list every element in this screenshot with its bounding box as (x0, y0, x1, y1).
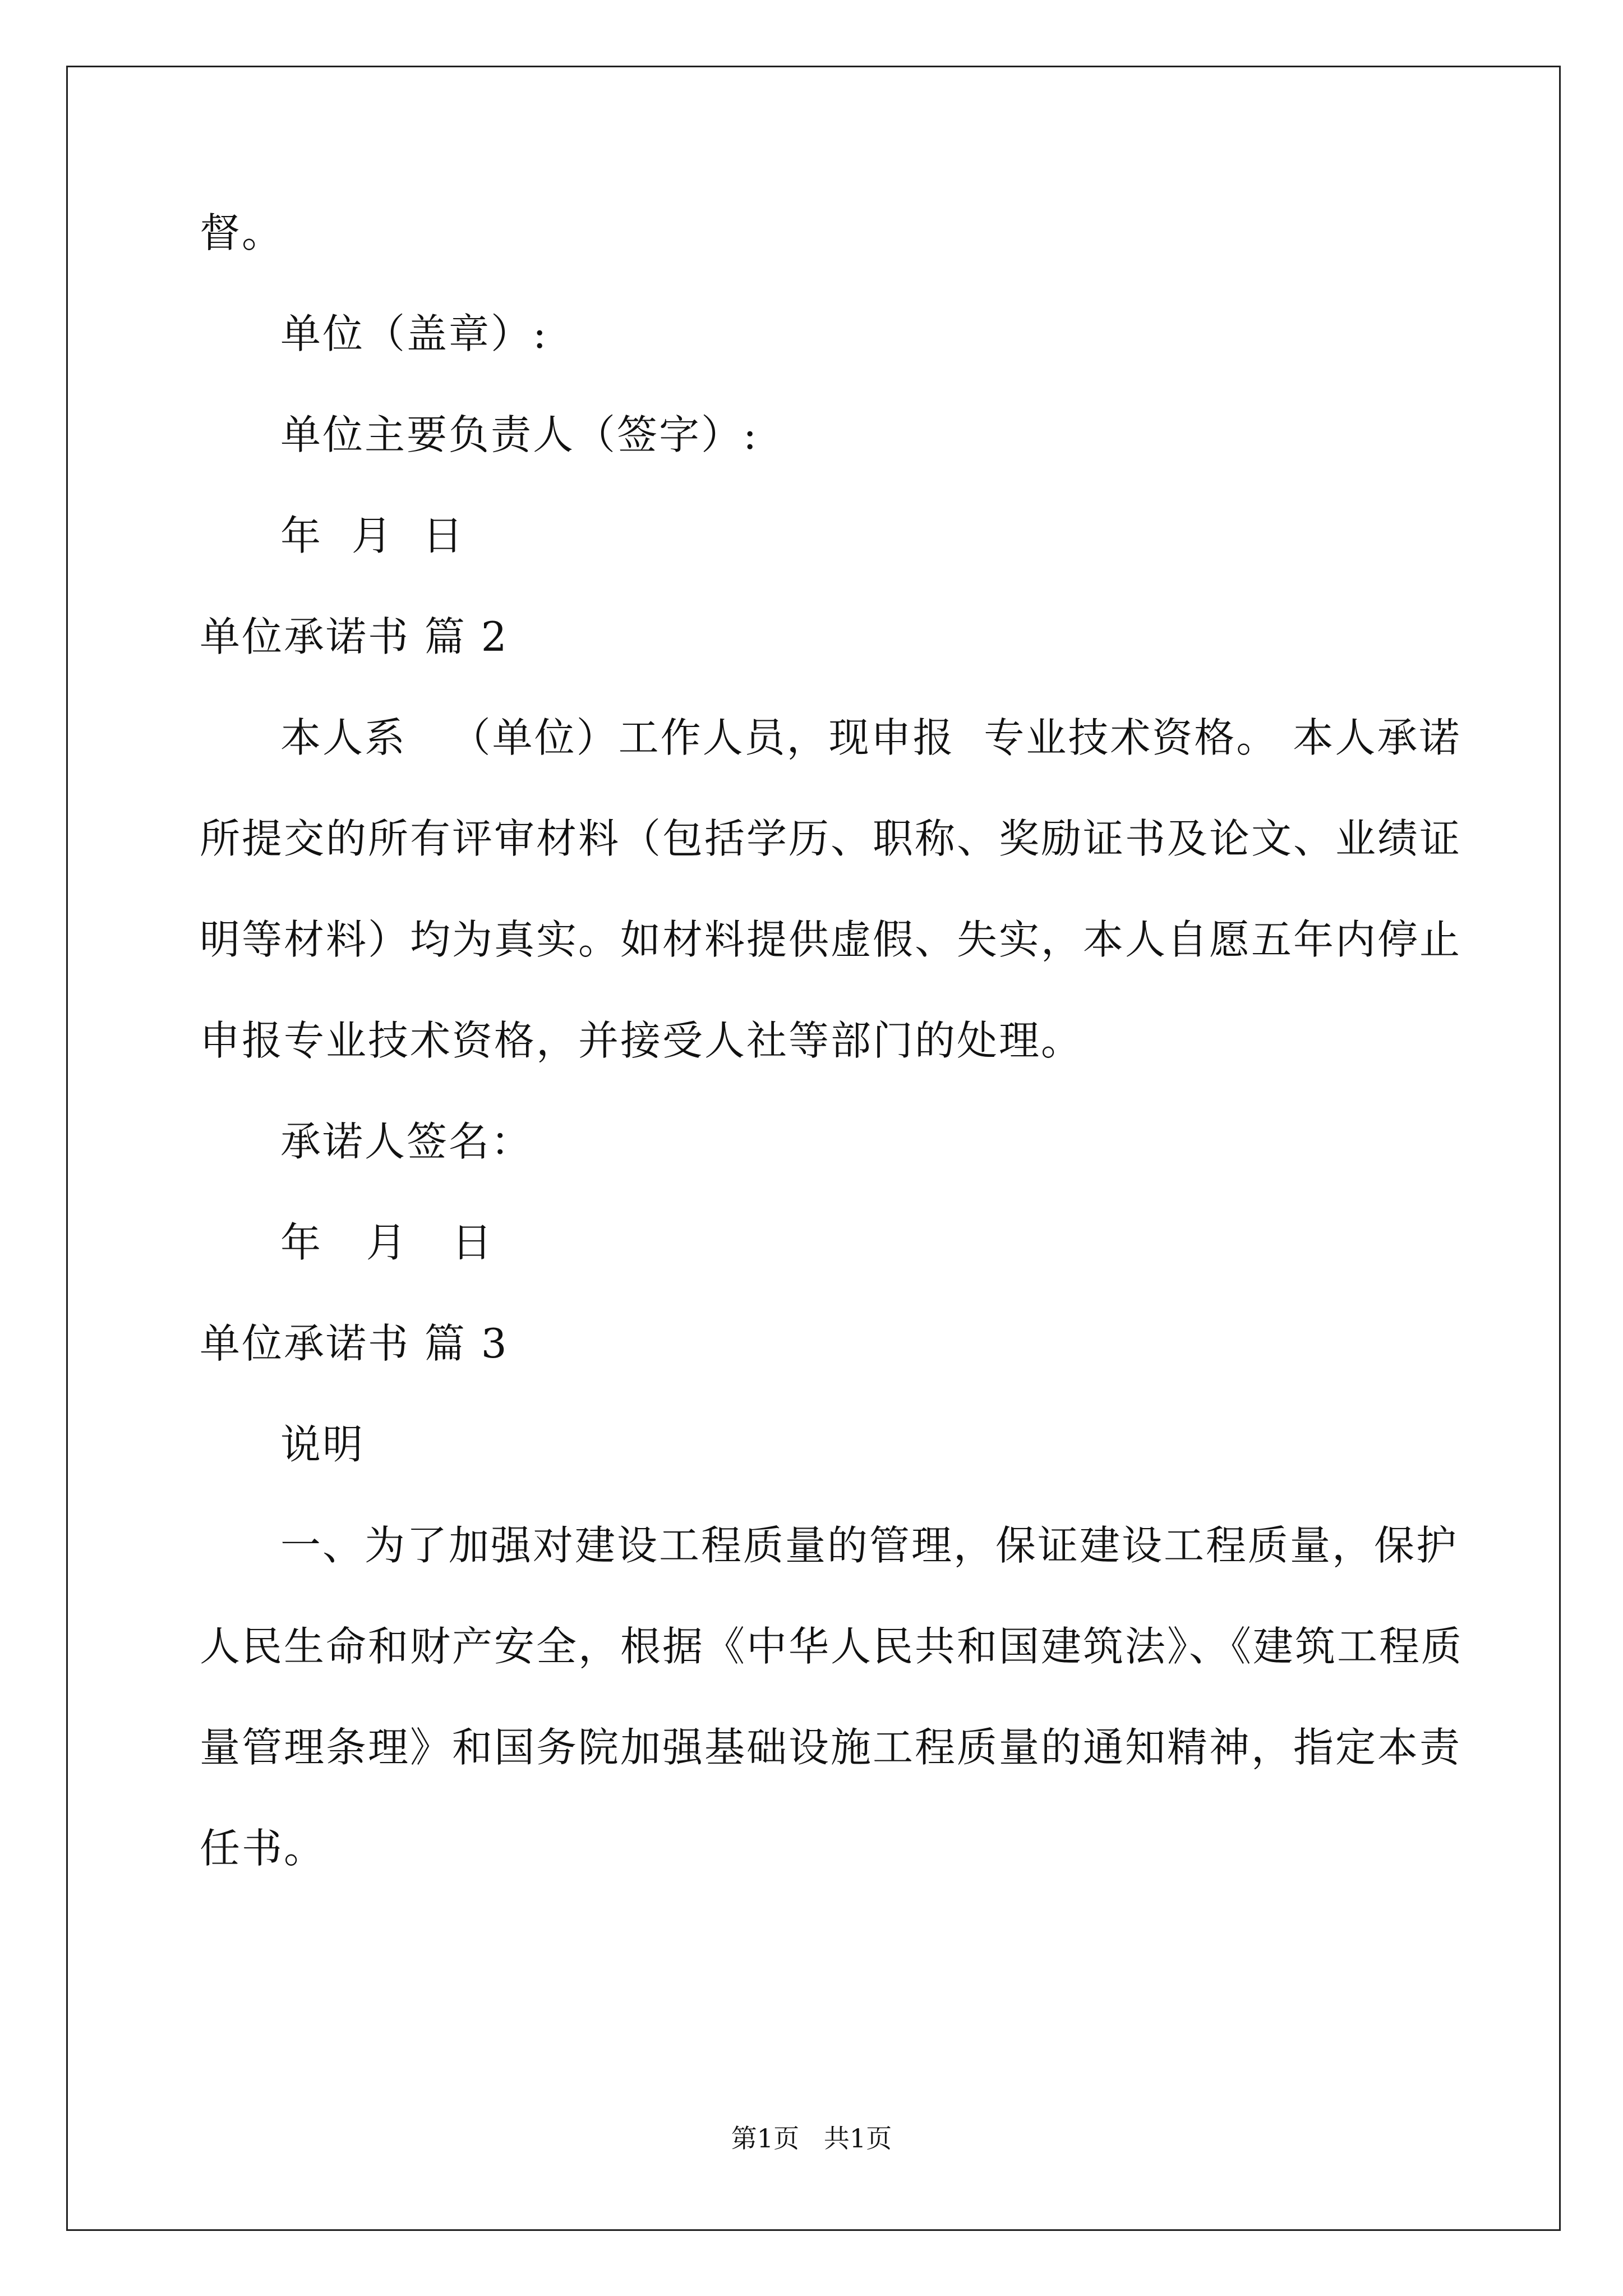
unit-seal-line: 单位（盖章）: (280, 310, 548, 357)
paragraph-line: 明等材料）均为真实。如材料提供虚假、失实，本人自愿五年内停止 (200, 916, 1462, 963)
paragraph-line: 申报专业技术资格，并接受人社等部门的处理。 (200, 1017, 1083, 1064)
paragraph-line: 一、为了加强对建设工程质量的管理，保证建设工程质量，保护 (280, 1522, 1459, 1569)
paragraph-line: 本人系 （单位）工作人员，现申报 专业技术资格。 本人承诺 (280, 714, 1461, 761)
paragraph-continuation: 督。 (200, 209, 284, 256)
paragraph-line: 任书。 (200, 1825, 326, 1872)
date-line: 年 月 日 (280, 512, 465, 559)
section-heading-2: 单位承诺书 篇 2 (200, 613, 509, 660)
paragraph-line: 人民生命和财产安全，根据《中华人民共和国建筑法》、《建筑工程质 (200, 1623, 1464, 1670)
page-number-footer: 第1页 共1页 (731, 2123, 892, 2154)
promisor-signature-line: 承诺人签名： (280, 1118, 533, 1165)
subheading-explanation: 说明 (280, 1421, 365, 1468)
unit-head-signature-line: 单位主要负责人（签字）: (280, 411, 759, 458)
section-heading-3: 单位承诺书 篇 3 (200, 1320, 509, 1367)
paragraph-line: 量管理条理》和国务院加强基础设施工程质量的通知精神，指定本责 (200, 1724, 1462, 1771)
date-line: 年 月 日 (280, 1219, 494, 1266)
paragraph-line: 所提交的所有评审材料（包括学历、职称、奖励证书及论文、业绩证 (200, 815, 1462, 862)
